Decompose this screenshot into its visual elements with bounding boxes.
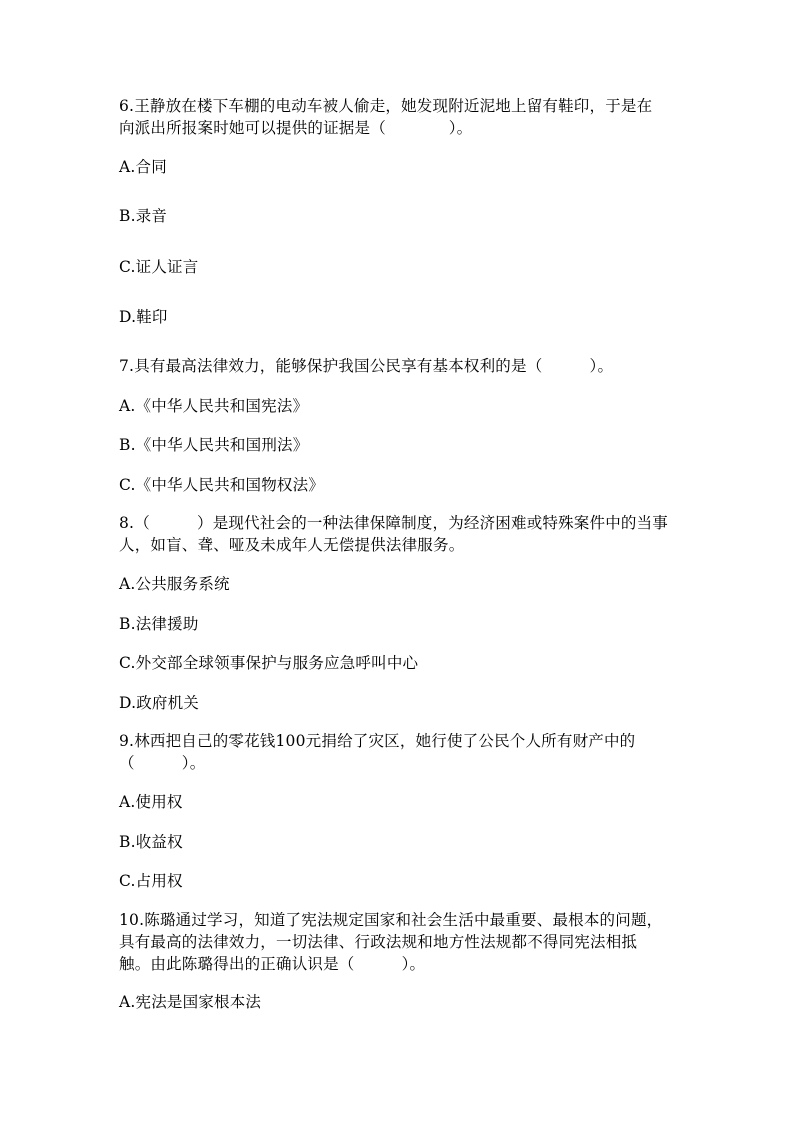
question-10-stem-line-2: 具有最高的法律效力，一切法律、行政法规和地方性法规都不得同宪法相抵 — [119, 933, 638, 951]
question-9-option-c: C.占用权 — [119, 872, 183, 890]
question-8-option-c: C.外交部全球领事保护与服务应急呼叫中心 — [119, 654, 419, 672]
question-10-stem-line-1: 10.陈璐通过学习，知道了宪法规定国家和社会生活中最重要、最根本的问题， — [119, 911, 663, 929]
question-6-stem-line-2: 向派出所报案时她可以提供的证据是（ ）。 — [119, 119, 473, 137]
question-7-option-b: B.《中华人民共和国刑法》 — [119, 436, 309, 454]
question-9-option-a: A.使用权 — [119, 793, 183, 811]
question-8-option-a: A.公共服务系统 — [119, 575, 230, 593]
question-6-option-b: B.录音 — [119, 207, 168, 225]
question-6-option-a: A.合同 — [119, 158, 167, 176]
question-7-option-c: C.《中华人民共和国物权法》 — [119, 476, 325, 494]
question-8-stem-line-1: 8.（ ）是现代社会的一种法律保障制度，为经济困难或特殊案件中的当事 — [119, 514, 668, 532]
question-6-stem-line-1: 6.王静放在楼下车棚的电动车被人偷走，她发现附近泥地上留有鞋印，于是在 — [119, 97, 653, 115]
question-10-stem-line-3: 触。由此陈璐得出的正确认识是（ ）。 — [119, 955, 426, 973]
question-9-option-b: B.收益权 — [119, 833, 183, 851]
question-9-stem-line-2: （ ）。 — [119, 754, 206, 772]
question-8-stem-line-2: 人，如盲、聋、哑及未成年人无偿提供法律服务。 — [119, 536, 465, 554]
question-8-option-b: B.法律援助 — [119, 615, 199, 633]
question-7-stem-line-1: 7.具有最高法律效力，能够保护我国公民享有基本权利的是（ ）。 — [119, 357, 614, 375]
question-6-option-c: C.证人证言 — [119, 258, 199, 276]
question-10-option-a: A.宪法是国家根本法 — [119, 993, 262, 1011]
question-9-stem-line-1: 9.林西把自己的零花钱100元捐给了灾区，她行使了公民个人所有财产中的 — [119, 732, 636, 750]
question-6-option-d: D.鞋印 — [119, 308, 168, 326]
question-8-option-d: D.政府机关 — [119, 694, 200, 712]
question-7-option-a: A.《中华人民共和国宪法》 — [119, 397, 309, 415]
